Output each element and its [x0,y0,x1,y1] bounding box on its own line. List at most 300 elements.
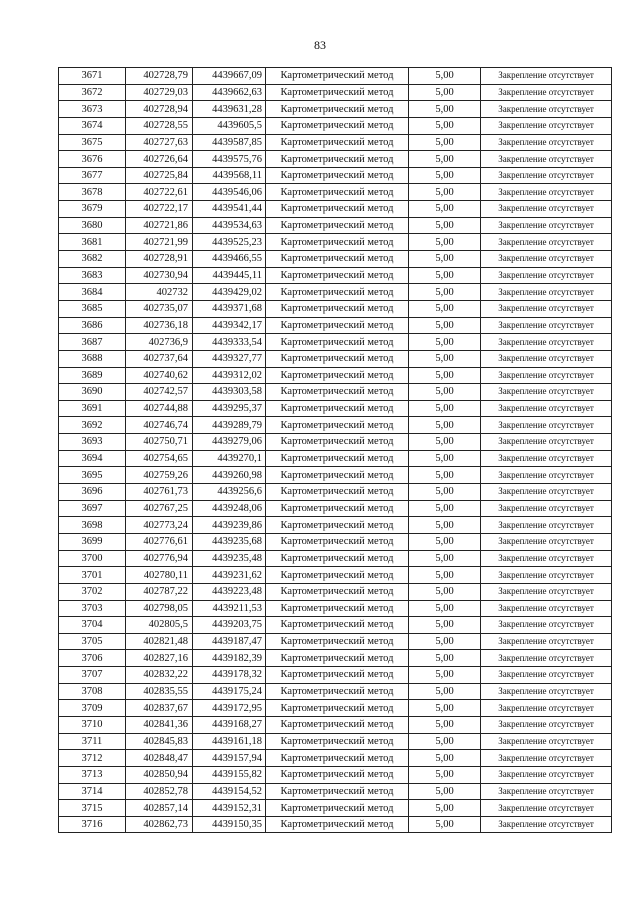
point-number-cell: 3708 [59,683,126,700]
fixation-cell: Закрепление отсутствует [481,533,612,550]
x-coordinate-cell: 402767,25 [126,500,193,517]
table-row [59,750,612,767]
method-cell: Картометрический метод [266,733,409,750]
method-cell: Картометрический метод [266,683,409,700]
point-number-cell: 3697 [59,500,126,517]
point-number-cell: 3706 [59,650,126,667]
fixation-cell: Закрепление отсутствует [481,117,612,134]
y-coordinate-cell: 4439248,06 [193,500,266,517]
table-row [59,783,612,800]
point-number-cell: 3704 [59,617,126,634]
accuracy-cell: 5,00 [409,251,481,268]
method-cell: Картометрический метод [266,667,409,684]
accuracy-cell: 5,00 [409,816,481,833]
point-number-cell: 3702 [59,583,126,600]
x-coordinate-cell: 402759,26 [126,467,193,484]
y-coordinate-cell: 4439605,5 [193,117,266,134]
accuracy-cell: 5,00 [409,550,481,567]
y-coordinate-cell: 4439155,82 [193,766,266,783]
x-coordinate-cell: 402862,73 [126,816,193,833]
fixation-cell: Закрепление отсутствует [481,783,612,800]
table-row [59,251,612,268]
method-cell: Картометрический метод [266,201,409,218]
y-coordinate-cell: 4439534,63 [193,217,266,234]
table-row [59,334,612,351]
x-coordinate-cell: 402805,5 [126,617,193,634]
x-coordinate-cell: 402728,94 [126,101,193,118]
method-cell: Картометрический метод [266,550,409,567]
accuracy-cell: 5,00 [409,300,481,317]
accuracy-cell: 5,00 [409,517,481,534]
table-row [59,533,612,550]
fixation-cell: Закрепление отсутствует [481,750,612,767]
y-coordinate-cell: 4439152,31 [193,800,266,817]
method-cell: Картометрический метод [266,500,409,517]
accuracy-cell: 5,00 [409,434,481,451]
table-row [59,484,612,501]
point-number-cell: 3690 [59,384,126,401]
point-number-cell: 3685 [59,300,126,317]
accuracy-cell: 5,00 [409,733,481,750]
x-coordinate-cell: 402726,64 [126,151,193,168]
point-number-cell: 3711 [59,733,126,750]
table-row [59,500,612,517]
table-row [59,733,612,750]
method-cell: Картометрический метод [266,267,409,284]
table-row [59,317,612,334]
accuracy-cell: 5,00 [409,284,481,301]
x-coordinate-cell: 402725,84 [126,167,193,184]
y-coordinate-cell: 4439235,48 [193,550,266,567]
accuracy-cell: 5,00 [409,217,481,234]
point-number-cell: 3676 [59,151,126,168]
fixation-cell: Закрепление отсутствует [481,550,612,567]
y-coordinate-cell: 4439429,02 [193,284,266,301]
accuracy-cell: 5,00 [409,184,481,201]
table-row [59,167,612,184]
fixation-cell: Закрепление отсутствует [481,600,612,617]
point-number-cell: 3683 [59,267,126,284]
point-number-cell: 3694 [59,450,126,467]
table-row [59,134,612,151]
method-cell: Картометрический метод [266,300,409,317]
point-number-cell: 3705 [59,633,126,650]
point-number-cell: 3675 [59,134,126,151]
accuracy-cell: 5,00 [409,84,481,101]
accuracy-cell: 5,00 [409,151,481,168]
fixation-cell: Закрепление отсутствует [481,267,612,284]
y-coordinate-cell: 4439150,35 [193,816,266,833]
y-coordinate-cell: 4439154,52 [193,783,266,800]
accuracy-cell: 5,00 [409,683,481,700]
x-coordinate-cell: 402798,05 [126,600,193,617]
point-number-cell: 3716 [59,816,126,833]
point-number-cell: 3712 [59,750,126,767]
page-number: 83 [314,38,326,52]
table-row [59,716,612,733]
y-coordinate-cell: 4439279,06 [193,434,266,451]
x-coordinate-cell: 402727,63 [126,134,193,151]
table-row [59,667,612,684]
accuracy-cell: 5,00 [409,533,481,550]
accuracy-cell: 5,00 [409,367,481,384]
accuracy-cell: 5,00 [409,334,481,351]
method-cell: Картометрический метод [266,750,409,767]
method-cell: Картометрический метод [266,650,409,667]
fixation-cell: Закрепление отсутствует [481,400,612,417]
x-coordinate-cell: 402736,9 [126,334,193,351]
table-row [59,467,612,484]
y-coordinate-cell: 4439203,75 [193,617,266,634]
y-coordinate-cell: 4439168,27 [193,716,266,733]
x-coordinate-cell: 402845,83 [126,733,193,750]
point-number-cell: 3671 [59,68,126,85]
method-cell: Картометрический метод [266,434,409,451]
y-coordinate-cell: 4439187,47 [193,633,266,650]
method-cell: Картометрический метод [266,417,409,434]
point-number-cell: 3677 [59,167,126,184]
accuracy-cell: 5,00 [409,750,481,767]
fixation-cell: Закрепление отсутствует [481,167,612,184]
fixation-cell: Закрепление отсутствует [481,467,612,484]
y-coordinate-cell: 4439239,86 [193,517,266,534]
x-coordinate-cell: 402730,94 [126,267,193,284]
accuracy-cell: 5,00 [409,384,481,401]
accuracy-cell: 5,00 [409,201,481,218]
point-number-cell: 3693 [59,434,126,451]
table-row [59,384,612,401]
fixation-cell: Закрепление отсутствует [481,101,612,118]
table-row [59,800,612,817]
method-cell: Картометрический метод [266,184,409,201]
x-coordinate-cell: 402776,94 [126,550,193,567]
point-number-cell: 3692 [59,417,126,434]
x-coordinate-cell: 402835,55 [126,683,193,700]
y-coordinate-cell: 4439631,28 [193,101,266,118]
point-number-cell: 3699 [59,533,126,550]
table-row [59,284,612,301]
method-cell: Картометрический метод [266,617,409,634]
fixation-cell: Закрепление отсутствует [481,484,612,501]
method-cell: Картометрический метод [266,217,409,234]
fixation-cell: Закрепление отсутствует [481,633,612,650]
fixation-cell: Закрепление отсутствует [481,617,612,634]
table-row [59,117,612,134]
accuracy-cell: 5,00 [409,68,481,85]
method-cell: Картометрический метод [266,766,409,783]
y-coordinate-cell: 4439172,95 [193,700,266,717]
x-coordinate-cell: 402821,48 [126,633,193,650]
y-coordinate-cell: 4439312,02 [193,367,266,384]
fixation-cell: Закрепление отсутствует [481,384,612,401]
fixation-cell: Закрепление отсутствует [481,450,612,467]
fixation-cell: Закрепление отсутствует [481,417,612,434]
accuracy-cell: 5,00 [409,650,481,667]
accuracy-cell: 5,00 [409,400,481,417]
fixation-cell: Закрепление отсутствует [481,68,612,85]
point-number-cell: 3678 [59,184,126,201]
method-cell: Картометрический метод [266,384,409,401]
fixation-cell: Закрепление отсутствует [481,500,612,517]
point-number-cell: 3684 [59,284,126,301]
y-coordinate-cell: 4439445,11 [193,267,266,284]
x-coordinate-cell: 402827,16 [126,650,193,667]
table-row [59,184,612,201]
x-coordinate-cell: 402728,79 [126,68,193,85]
x-coordinate-cell: 402761,73 [126,484,193,501]
point-number-cell: 3700 [59,550,126,567]
accuracy-cell: 5,00 [409,117,481,134]
method-cell: Картометрический метод [266,101,409,118]
y-coordinate-cell: 4439662,63 [193,84,266,101]
fixation-cell: Закрепление отсутствует [481,367,612,384]
y-coordinate-cell: 4439157,94 [193,750,266,767]
method-cell: Картометрический метод [266,117,409,134]
x-coordinate-cell: 402852,78 [126,783,193,800]
method-cell: Картометрический метод [266,367,409,384]
fixation-cell: Закрепление отсутствует [481,217,612,234]
fixation-cell: Закрепление отсутствует [481,251,612,268]
y-coordinate-cell: 4439525,23 [193,234,266,251]
table-row [59,600,612,617]
x-coordinate-cell: 402787,22 [126,583,193,600]
method-cell: Картометрический метод [266,151,409,168]
accuracy-cell: 5,00 [409,667,481,684]
point-number-cell: 3686 [59,317,126,334]
point-number-cell: 3689 [59,367,126,384]
fixation-cell: Закрепление отсутствует [481,201,612,218]
point-number-cell: 3707 [59,667,126,684]
y-coordinate-cell: 4439541,44 [193,201,266,218]
table-row [59,400,612,417]
method-cell: Картометрический метод [266,134,409,151]
method-cell: Картометрический метод [266,84,409,101]
point-number-cell: 3703 [59,600,126,617]
point-number-cell: 3709 [59,700,126,717]
table-row [59,101,612,118]
y-coordinate-cell: 4439568,11 [193,167,266,184]
point-number-cell: 3695 [59,467,126,484]
y-coordinate-cell: 4439466,55 [193,251,266,268]
table-row [59,350,612,367]
method-cell: Картометрический метод [266,600,409,617]
x-coordinate-cell: 402857,14 [126,800,193,817]
fixation-cell: Закрепление отсутствует [481,766,612,783]
method-cell: Картометрический метод [266,816,409,833]
x-coordinate-cell: 402722,61 [126,184,193,201]
x-coordinate-cell: 402732 [126,284,193,301]
method-cell: Картометрический метод [266,334,409,351]
x-coordinate-cell: 402850,94 [126,766,193,783]
x-coordinate-cell: 402736,18 [126,317,193,334]
point-number-cell: 3688 [59,350,126,367]
point-number-cell: 3687 [59,334,126,351]
fixation-cell: Закрепление отсутствует [481,151,612,168]
point-number-cell: 3713 [59,766,126,783]
accuracy-cell: 5,00 [409,766,481,783]
table-row [59,367,612,384]
table-row [59,217,612,234]
accuracy-cell: 5,00 [409,800,481,817]
y-coordinate-cell: 4439546,06 [193,184,266,201]
x-coordinate-cell: 402746,74 [126,417,193,434]
y-coordinate-cell: 4439178,32 [193,667,266,684]
method-cell: Картометрический метод [266,484,409,501]
x-coordinate-cell: 402728,55 [126,117,193,134]
method-cell: Картометрический метод [266,467,409,484]
table-row [59,700,612,717]
point-number-cell: 3715 [59,800,126,817]
y-coordinate-cell: 4439231,62 [193,567,266,584]
table-row [59,84,612,101]
point-number-cell: 3679 [59,201,126,218]
method-cell: Картометрический метод [266,783,409,800]
method-cell: Картометрический метод [266,700,409,717]
y-coordinate-cell: 4439587,85 [193,134,266,151]
table-row [59,417,612,434]
method-cell: Картометрический метод [266,400,409,417]
x-coordinate-cell: 402722,17 [126,201,193,218]
y-coordinate-cell: 4439223,48 [193,583,266,600]
x-coordinate-cell: 402754,65 [126,450,193,467]
point-number-cell: 3672 [59,84,126,101]
x-coordinate-cell: 402848,47 [126,750,193,767]
accuracy-cell: 5,00 [409,450,481,467]
fixation-cell: Закрепление отсутствует [481,284,612,301]
fixation-cell: Закрепление отсутствует [481,667,612,684]
y-coordinate-cell: 4439161,18 [193,733,266,750]
fixation-cell: Закрепление отсутствует [481,300,612,317]
x-coordinate-cell: 402773,24 [126,517,193,534]
table-row [59,201,612,218]
y-coordinate-cell: 4439667,09 [193,68,266,85]
y-coordinate-cell: 4439333,54 [193,334,266,351]
accuracy-cell: 5,00 [409,167,481,184]
x-coordinate-cell: 402735,07 [126,300,193,317]
table-row [59,450,612,467]
method-cell: Картометрический метод [266,517,409,534]
accuracy-cell: 5,00 [409,134,481,151]
table-row [59,434,612,451]
fixation-cell: Закрепление отсутствует [481,134,612,151]
fixation-cell: Закрепление отсутствует [481,800,612,817]
x-coordinate-cell: 402832,22 [126,667,193,684]
fixation-cell: Закрепление отсутствует [481,700,612,717]
table-row [59,550,612,567]
y-coordinate-cell: 4439270,1 [193,450,266,467]
table-row [59,517,612,534]
fixation-cell: Закрепление отсутствует [481,84,612,101]
point-number-cell: 3673 [59,101,126,118]
accuracy-cell: 5,00 [409,317,481,334]
point-number-cell: 3696 [59,484,126,501]
table-row [59,633,612,650]
y-coordinate-cell: 4439256,6 [193,484,266,501]
fixation-cell: Закрепление отсутствует [481,434,612,451]
method-cell: Картометрический метод [266,234,409,251]
accuracy-cell: 5,00 [409,350,481,367]
y-coordinate-cell: 4439575,76 [193,151,266,168]
y-coordinate-cell: 4439295,37 [193,400,266,417]
method-cell: Картометрический метод [266,284,409,301]
method-cell: Картометрический метод [266,68,409,85]
accuracy-cell: 5,00 [409,484,481,501]
fixation-cell: Закрепление отсутствует [481,650,612,667]
table-row [59,766,612,783]
point-number-cell: 3701 [59,567,126,584]
x-coordinate-cell: 402744,88 [126,400,193,417]
x-coordinate-cell: 402737,64 [126,350,193,367]
fixation-cell: Закрепление отсутствует [481,184,612,201]
point-number-cell: 3674 [59,117,126,134]
table-row [59,683,612,700]
x-coordinate-cell: 402780,11 [126,567,193,584]
y-coordinate-cell: 4439303,58 [193,384,266,401]
accuracy-cell: 5,00 [409,417,481,434]
method-cell: Картометрический метод [266,450,409,467]
method-cell: Картометрический метод [266,350,409,367]
method-cell: Картометрический метод [266,633,409,650]
y-coordinate-cell: 4439182,39 [193,650,266,667]
y-coordinate-cell: 4439289,79 [193,417,266,434]
method-cell: Картометрический метод [266,567,409,584]
accuracy-cell: 5,00 [409,583,481,600]
fixation-cell: Закрепление отсутствует [481,334,612,351]
coordinates-table [58,67,612,833]
accuracy-cell: 5,00 [409,567,481,584]
method-cell: Картометрический метод [266,583,409,600]
table-row [59,234,612,251]
x-coordinate-cell: 402729,03 [126,84,193,101]
point-number-cell: 3710 [59,716,126,733]
fixation-cell: Закрепление отсутствует [481,816,612,833]
fixation-cell: Закрепление отсутствует [481,350,612,367]
table-row [59,267,612,284]
method-cell: Картометрический метод [266,716,409,733]
fixation-cell: Закрепление отсутствует [481,517,612,534]
y-coordinate-cell: 4439211,53 [193,600,266,617]
x-coordinate-cell: 402721,86 [126,217,193,234]
table-row [59,617,612,634]
accuracy-cell: 5,00 [409,700,481,717]
table-row [59,300,612,317]
accuracy-cell: 5,00 [409,234,481,251]
point-number-cell: 3714 [59,783,126,800]
y-coordinate-cell: 4439327,77 [193,350,266,367]
coordinates-table-body [59,68,612,833]
fixation-cell: Закрепление отсутствует [481,683,612,700]
table-row [59,816,612,833]
point-number-cell: 3681 [59,234,126,251]
method-cell: Картометрический метод [266,251,409,268]
accuracy-cell: 5,00 [409,101,481,118]
fixation-cell: Закрепление отсутствует [481,317,612,334]
accuracy-cell: 5,00 [409,467,481,484]
method-cell: Картометрический метод [266,800,409,817]
y-coordinate-cell: 4439342,17 [193,317,266,334]
x-coordinate-cell: 402721,99 [126,234,193,251]
fixation-cell: Закрепление отсутствует [481,583,612,600]
accuracy-cell: 5,00 [409,267,481,284]
fixation-cell: Закрепление отсутствует [481,733,612,750]
point-number-cell: 3698 [59,517,126,534]
accuracy-cell: 5,00 [409,716,481,733]
x-coordinate-cell: 402742,57 [126,384,193,401]
y-coordinate-cell: 4439175,24 [193,683,266,700]
fixation-cell: Закрепление отсутствует [481,234,612,251]
point-number-cell: 3691 [59,400,126,417]
point-number-cell: 3680 [59,217,126,234]
